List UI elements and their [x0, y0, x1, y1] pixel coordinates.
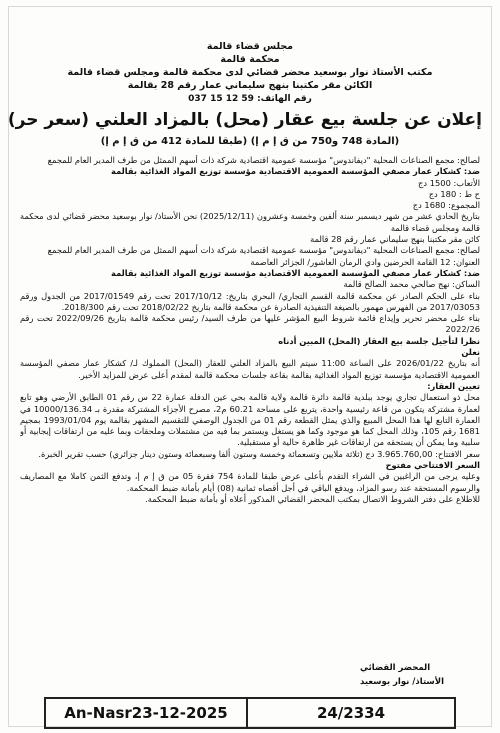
header-court-council: مجلس قضاء قالمة: [206, 41, 294, 52]
body-office-location: كائن مقر مكتبنا بنهج سليماني عمار رقم 28 قالمة: [310, 234, 480, 245]
body-opening-price: سعر الافتتاح: 3.965.760,00 دج (ثلاثة ملايين وتسعمائة وخمسة وستون ألفا وسبعمائة وستون دينار جزائري) حسب تقرير الخبرة.: [38, 448, 480, 459]
body-total: المجموع: 1680 دج: [412, 200, 480, 211]
body-contact-info: للاطلاع على دفتر الشروط الاتصال بمكتب المحضر القضائي المذكور أعلاه أو بأمانة ضبط المحكمة.: [145, 493, 480, 504]
body-debtor-repeat: ضد: كشكار عمار مصفي المؤسسة العمومية الاقتصادية مؤسسة توزيع المواد الغذائية بقالمة: [111, 267, 480, 278]
body-creditor-repeat: لصالح: مجمع الصناعات المحلية "ديفاندوس" مؤسسة عمومية اقتصادية شركة ذات أسهم الممثل من طرف المدير العام للمجمع: [47, 245, 480, 256]
body-fees: الأتعاب: 1500 دج: [418, 177, 480, 188]
notice-title: إعلان عن جلسة بيع عقار (محل) بالمزاد العلني (سعر حر): [7, 110, 482, 130]
publication-reference: 24/2334: [316, 704, 386, 722]
signature-name: الأستاذ/ نوار بوسعيد: [360, 677, 445, 687]
body-creditor-address: العنوان: 12 القامة الحرضين وادي الرمان العاشور/ الجزائر العاصمة: [250, 256, 480, 267]
body-creditor: لصالح: مجمع الصناعات المحلية "ديفاندوس" مؤسسة عمومية اقتصادية شركة ذات أسهم الممثل من طرف المدير العام للمجمع: [47, 155, 480, 165]
header-phone: رقم الهاتف: 59 12 15 037: [188, 94, 312, 104]
body-judgment-reference: بناء على الحكم الصادر عن محكمة قالمة القسم التجاري/ البحري بتاريخ: 2017/10/12 تحت رقم 2017/01549 من الجدول ورقم 2017/03053 من الفهرس مهمور بالصيغة التنفيذية الصادرة عن محكمة قالمة بتاريخ 2018/02/22 تحت رقم 2018/300.: [20, 290, 480, 312]
body-debtor-address: الساكن: نهج صالحي محمد الصالح قالمة: [343, 279, 480, 290]
signature-title: المحضر القضائي: [360, 663, 431, 673]
header-office-address: الكائن مقر مكتبنا بنهج سليماني عمار رقم 28 بقالمة: [127, 80, 373, 91]
header-court: محكمة قالمة: [220, 54, 280, 65]
publication-footer: [44, 697, 456, 729]
body-open-price-note: السعر الافتتاحي مفتوح: [385, 460, 480, 471]
notice-subtitle: (المادة 748 و750 من ق إ م إ) (طبقا للمادة 412 من ق إ م إ): [100, 136, 400, 147]
body-postponement: نظرا لتأجيل جلسة بيع العقار (المحل) المبين أدناه: [278, 335, 480, 346]
body-announce-heading: نعلن: [461, 347, 480, 358]
body-conditions-list: بناء على محضر تحرير وإيداع قائمة شروط البيع المؤشر عليها من طرف السيد/ رئيس محكمة قالمة بتاريخ 2022/09/26 تحت رقم 2022/26: [20, 313, 480, 335]
body-stamp-fee: ح ط : 180 دج: [428, 188, 480, 199]
header-bailiff-office: مكتب الأستاذ نوار بوسعيد محضر قضائي لدى محكمة قالمة ومجلس قضاء قالمة: [67, 67, 433, 78]
body-debtor: ضد: كشكار عمار مصفي المؤسسة العمومية الاقتصادية مؤسسة توزيع المواد الغذائية بقالمة: [111, 166, 480, 177]
notice-body: [20, 155, 480, 667]
publication-date: An-Nasr23-12-2025: [46, 699, 248, 727]
body-property-description: محل ذو استعمال تجاري يوجد ببلدية قالمة دائرة قالمة ولاية قالمة بحي عين الدفلة عمارة 22 س رقم 01 الطابق الأرضي وهو تابع لعمارة مشتركة يتكون من قاعة رئيسية واحدة، يتربع على مساحة 60.21 م2، مصرح الأجزاء المشتركة مقدرة بـ 10000/136.34 في العمارة التابع لها هذا المحل المبيع والذي يمثل القطعة رقم 01 من الجدول الوصفي للتقسيم المشهر بقالمة يوم 1993/01/04 بمجيم 1681 رقم 105، وذلك المحل كما هو موجود وكما هو يستغل ويستمر بما فيه من مشتملات وملحقات وبما عليه من ارتفاقات إيجابية أو سلبية وما يمكن أن يستحقه من ارتفاقات غير ظاهرة حالية أو مستقبلية.: [20, 392, 480, 448]
body-date-statement: بتاريخ الحادي عشر من شهر ديسمبر سنة ألفين وخمسة وعشرون (2025/12/11) نحن الأستاذ/ نوار بوسعيد محضر قضائي لدى محكمة قالمة ومجلس قضاء قالمة: [20, 211, 480, 233]
body-auction-date: أنه بتاريخ 2026/01/22 على الساعة 11:00 سيتم البيع بالمزاد العلني للعقار (المحل) المملوك لـ/ كشكار عمار مصفي المؤسسة العمومية الاقتصادية مؤسسة توزيع المواد الغذائية بقالمة بقاعة جلسات محكمة قالمة لمقدم أعلى عرض للمزايد الأخير.: [20, 358, 480, 380]
body-bidding-terms: وعليه يرجى من الراغبين في الشراء التقدم بأعلى عرض طبقا للمادة 754 فقرة 05 من ق إ م إ، وتدفع الثمن كاملا مع المصاريف والرسوم المستحقة عند رسو المزاد، ويدفع الباقي في أجل أقصاه ثمانية (08) أيام بأمانة ضبط المحكمة.: [20, 471, 480, 493]
body-property-heading: تعيين العقار:: [427, 380, 480, 391]
